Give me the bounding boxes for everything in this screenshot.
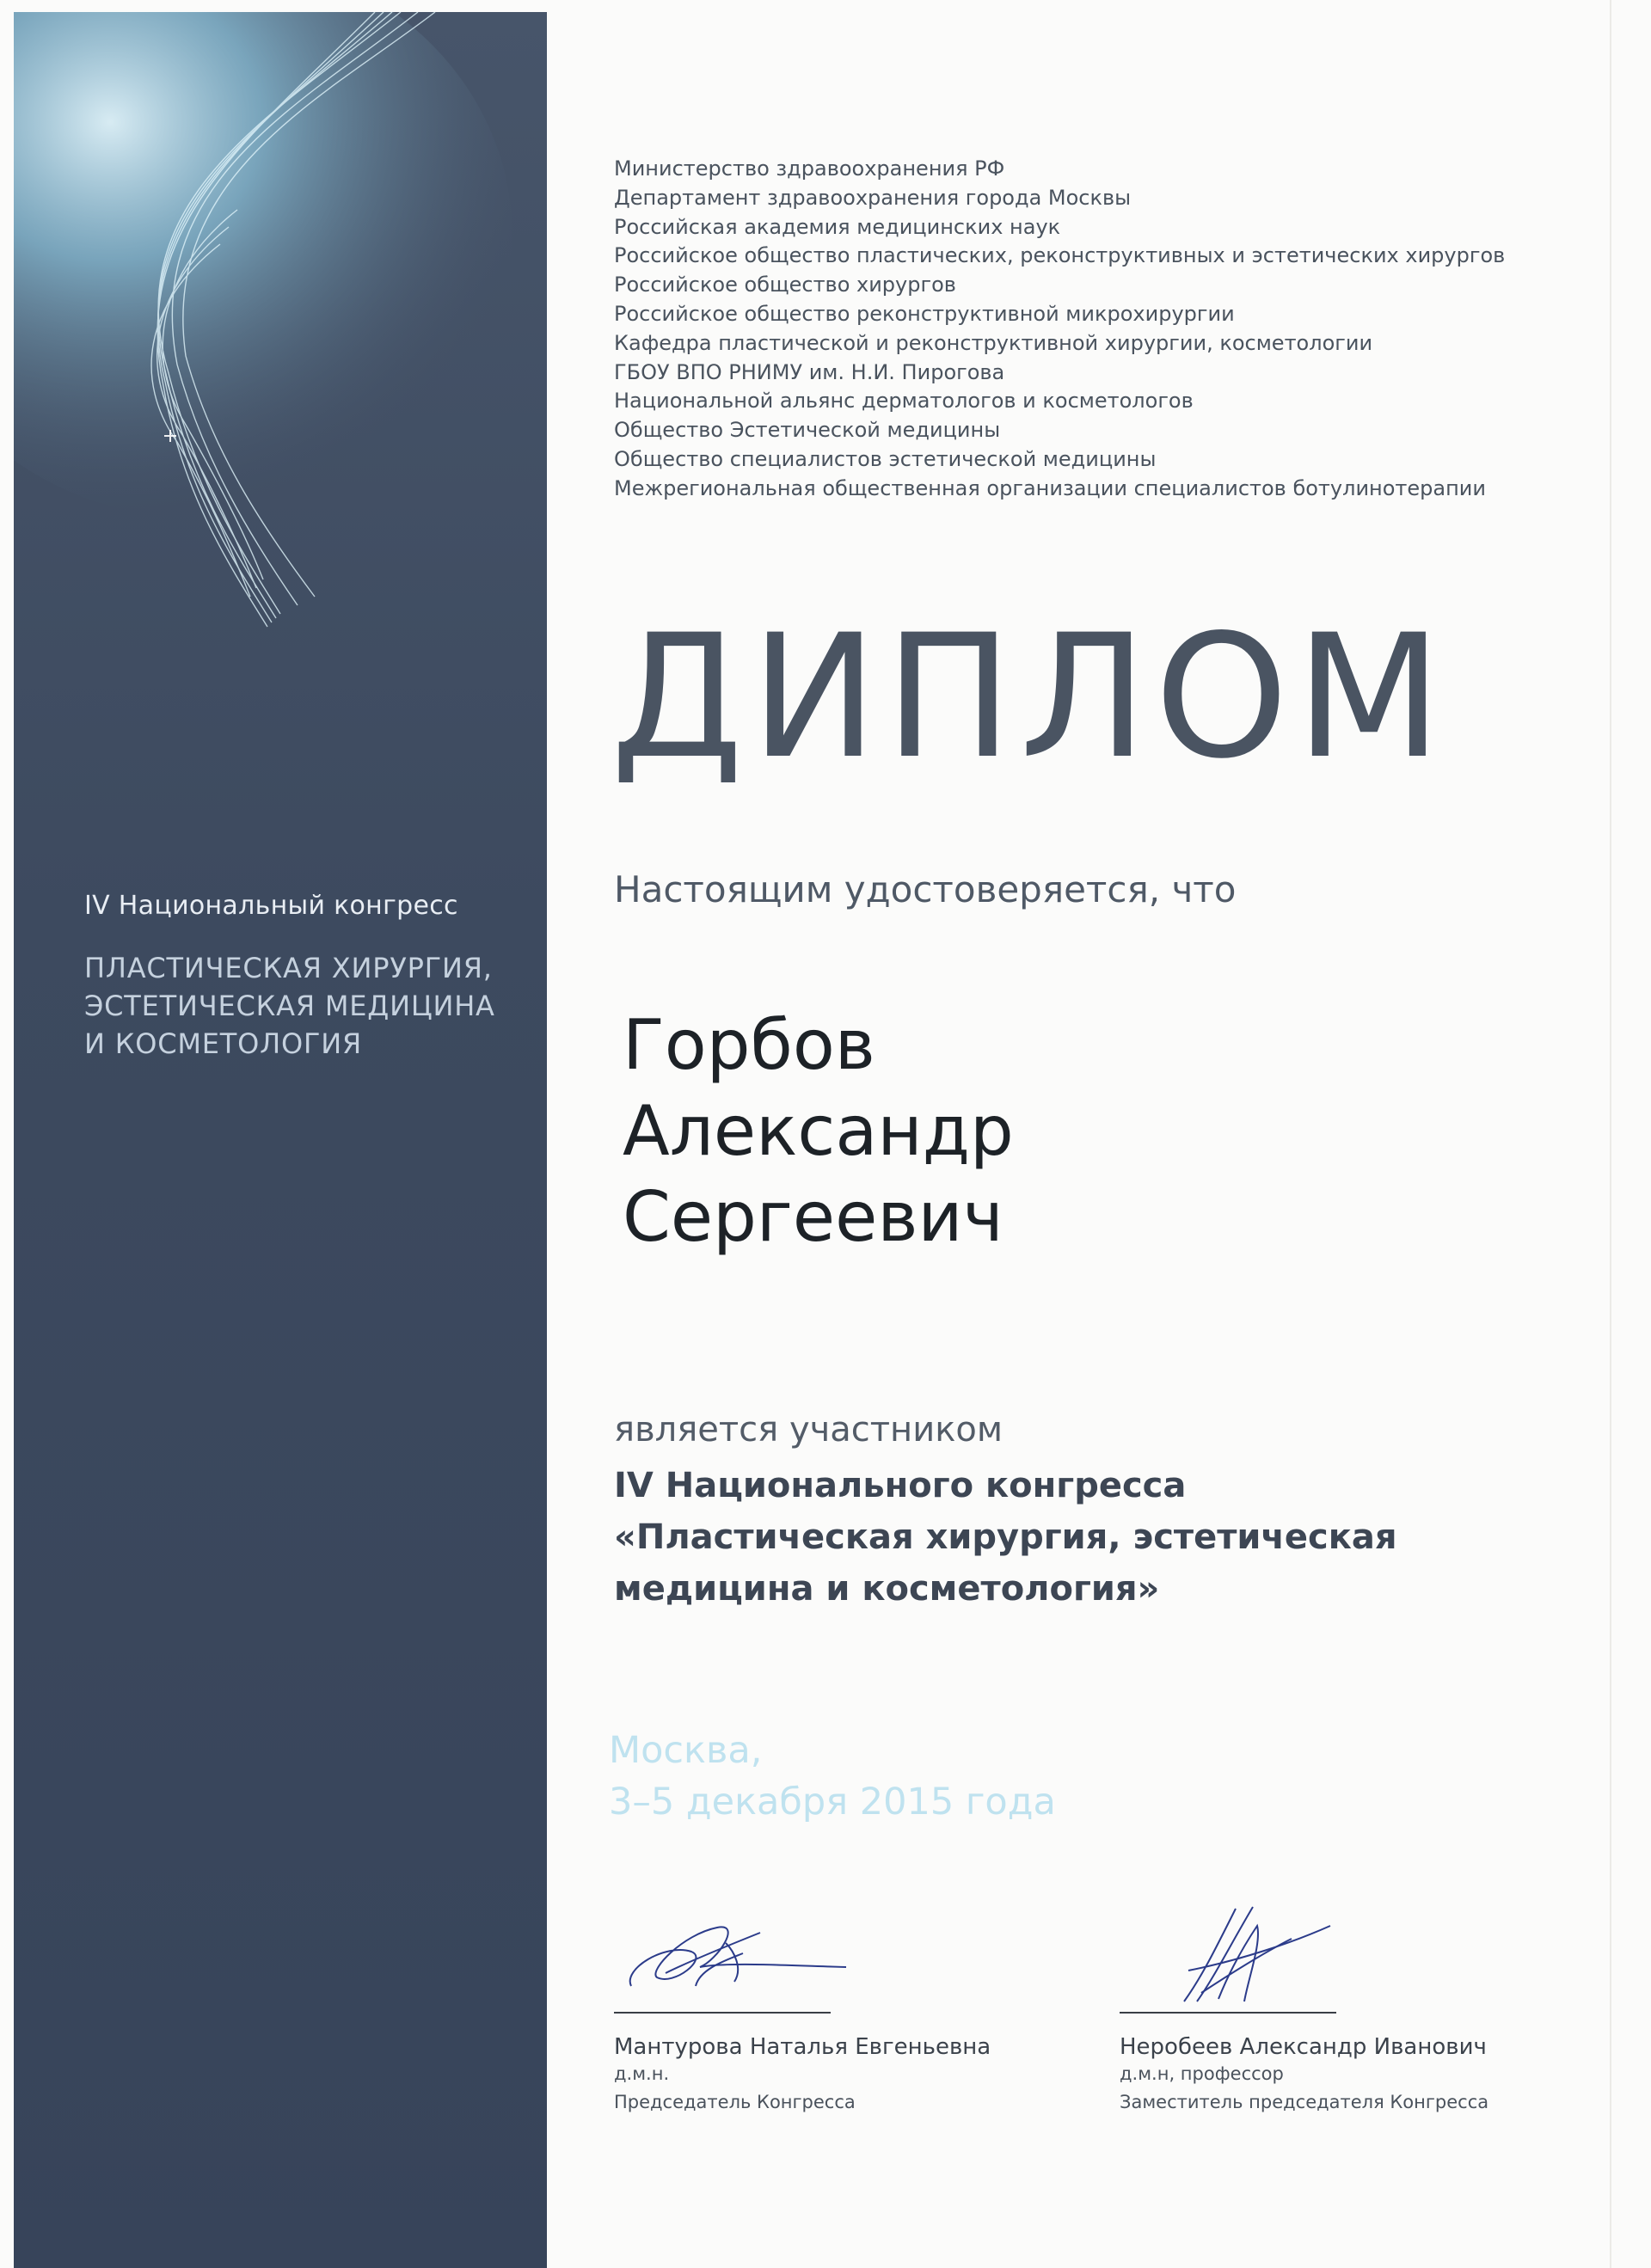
page-edge [1610,0,1611,2268]
organizer-item: Общество Эстетической медицины [614,418,1001,443]
organizer-item: Межрегиональная общественная организации специалистов ботулинотерапии [614,475,1486,500]
organizer-item: ГБОУ ВПО РНИМУ им. Н.И. Пирогова [614,359,1005,384]
recipient-name [623,1002,1014,1260]
event-line: IV Национального конгресса [614,1466,1187,1505]
organizer-item: Российское общество реконструктивной микрохирургии [614,301,1235,326]
signature-line [1120,2012,1336,2014]
sidebar-theme [84,949,495,1063]
recipient-patronymic: Сергеевич [623,1177,1003,1257]
diploma-title: ДИПЛОМ [611,598,1450,796]
signatory-name: Мантурова Наталья Евгеньевна [614,2034,991,2060]
signature-line [614,2012,831,2014]
recipient-surname: Горбов [623,1005,875,1085]
sidebar-theme-line: И КОСМЕТОЛОГИЯ [84,1027,363,1060]
wave-decoration [14,12,547,717]
sidebar-congress: IV Национальный конгресс [84,891,458,921]
organizers-list [614,155,1505,504]
certifies-text: Настоящим удостоверяется, что [614,868,1237,910]
signature-chair [614,1891,872,2012]
signatory-role: Председатель Конгресса [614,2092,856,2112]
event-line: «Пластическая хирургия, эстетическая [614,1517,1397,1557]
place-date [609,1725,1056,1828]
organizer-item: Общество специалистов эстетической медицины [614,446,1157,471]
signature-block-chair [614,1891,1096,2117]
sidebar-theme-line: ЭСТЕТИЧЕСКАЯ МЕДИЦИНА [84,990,495,1022]
participation-text: является участником [614,1410,1003,1450]
sidebar-theme-line: ПЛАСТИЧЕСКАЯ ХИРУРГИЯ, [84,952,493,984]
organizer-item: Национальной альянс дерматологов и косметологов [614,389,1194,414]
organizer-item: Министерство здравоохранения РФ [614,156,1005,181]
signatory-role: Заместитель председателя Конгресса [1120,2092,1489,2112]
sidebar-panel [14,12,547,2268]
place-city: Москва, [609,1729,763,1772]
signatory-degree: д.м.н, профессор [1120,2063,1284,2084]
event-line: медицина и косметология» [614,1569,1160,1609]
signatory-degree: д.м.н. [614,2063,670,2084]
organizer-item: Департамент здравоохранения города Москвы [614,185,1132,210]
signatory-name: Неробеев Александр Иванович [1120,2034,1487,2060]
recipient-first-name: Александр [623,1091,1014,1171]
organizer-item: Российское общество хирургов [614,273,956,297]
event-title [614,1460,1397,1615]
signature-deputy [1120,1891,1378,2012]
signature-block-deputy [1120,1891,1601,2117]
organizer-item: Российская академия медицинских наук [614,214,1061,239]
organizer-item: Кафедра пластической и реконструктивной хирургии, косметологии [614,330,1373,355]
place-dates: 3–5 декабря 2015 года [609,1781,1056,1824]
organizer-item: Российское общество пластических, реконструктивных и эстетических хирургов [614,243,1506,268]
